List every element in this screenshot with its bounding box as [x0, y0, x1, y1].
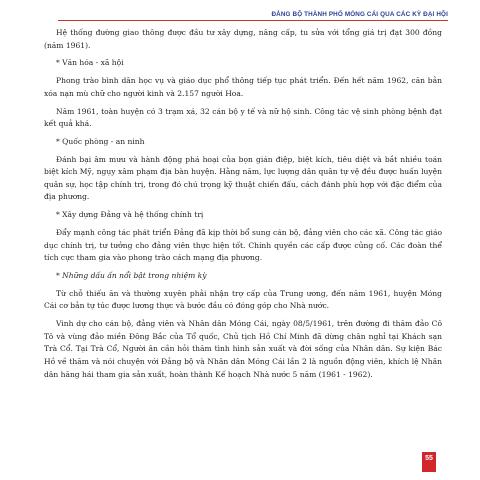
section-heading-party-building: * Xây dựng Đảng và hệ thống chính trị [56, 210, 204, 220]
section-heading-culture-society: * Văn hóa - xã hội [56, 58, 124, 68]
running-header-title: ĐẢNG BỘ THÀNH PHỐ MÓNG CÁI QUA CÁC KỲ ĐẠI HỘI [271, 11, 448, 18]
section-heading-defense-security: * Quốc phòng - an ninh [56, 136, 145, 146]
paragraph-defense: Đánh bại âm mưu và hành động phá hoại của bọn gián điệp, biệt kích, tiêu diệt và bắt nhiều toán biệt kích Mỹ, ngụy xâm phạm địa bàn huyện. Hằng năm, lực lượng dân quân tự vệ đều được huấn luyện quân sự, học tập chính trị, trong đó chú trọng kỹ thuật chiến đấu, cách đánh phù hợp với đặc điểm của địa phương. [44, 154, 442, 202]
header-divider [58, 20, 448, 21]
paragraph-food-self-sufficiency: Từ chỗ thiếu ăn và thường xuyên phải nhận trợ cấp của Trung ương, đến năm 1961, huyện Móng Cái cơ bản tự túc được lương thực và bước đầu có đóng góp cho Nhà nước. [44, 288, 442, 311]
paragraph-party-building: Đẩy mạnh công tác phát triển Đảng đã kịp thời bổ sung cán bộ, đảng viên cho các xã. Công tác giáo dục chính trị, tư tưởng cho đảng viên thực hiện tốt. Chính quyền các cấp được củng cố. Các đoàn thể tích cực tham gia vào phong trào cách mạng địa phương. [44, 228, 442, 263]
paragraph-education: Phong trào bình dân học vụ và giáo dục phổ thông tiếp tục phát triển. Đến hết năm 1962, căn bản xóa nạn mù chữ cho người kinh và 2.157 người Hoa. [44, 76, 442, 98]
page-number: 55 [422, 452, 436, 472]
paragraph-health: Năm 1961, toàn huyện có 3 trạm xá, 32 cán bộ y tế và nữ hộ sinh. Công tác vệ sinh phòng bệnh đạt kết quả khá. [44, 106, 442, 129]
paragraph-ho-chi-minh-visit: Vinh dự cho cán bộ, đảng viên và Nhân dân Móng Cái, ngày 08/5/1961, trên đường đi thăm đảo Cô Tô và vùng đảo miền Đông Bắc của Tổ quốc, Chủ tịch Hồ Chí Minh đã dừng chân nghỉ tại Khách sạn Trà Cổ. Tại Trà Cổ, Người ân cần hỏi thăm tình hình sản xuất và đời sống của Nhân dân. Sự kiện Bác Hồ về thăm và nói chuyện với Đảng bộ và Nhân dân Móng Cái lần 2 là nguồn động viên, khích lệ Nhân dân hăng hái tham gia sản xuất, hoàn thành Kế hoạch Nhà nước 5 năm (1961 - 1962). [44, 319, 442, 379]
section-heading-highlights: * Những dấu ấn nổi bật trong nhiệm kỳ [56, 271, 207, 280]
paragraph-infrastructure: Hệ thống đường giao thông được đầu tư xây dựng, nâng cấp, tu sửa với tổng giá trị đạt 300 đồng (năm 1961). [44, 28, 442, 50]
page-body [44, 27, 442, 386]
